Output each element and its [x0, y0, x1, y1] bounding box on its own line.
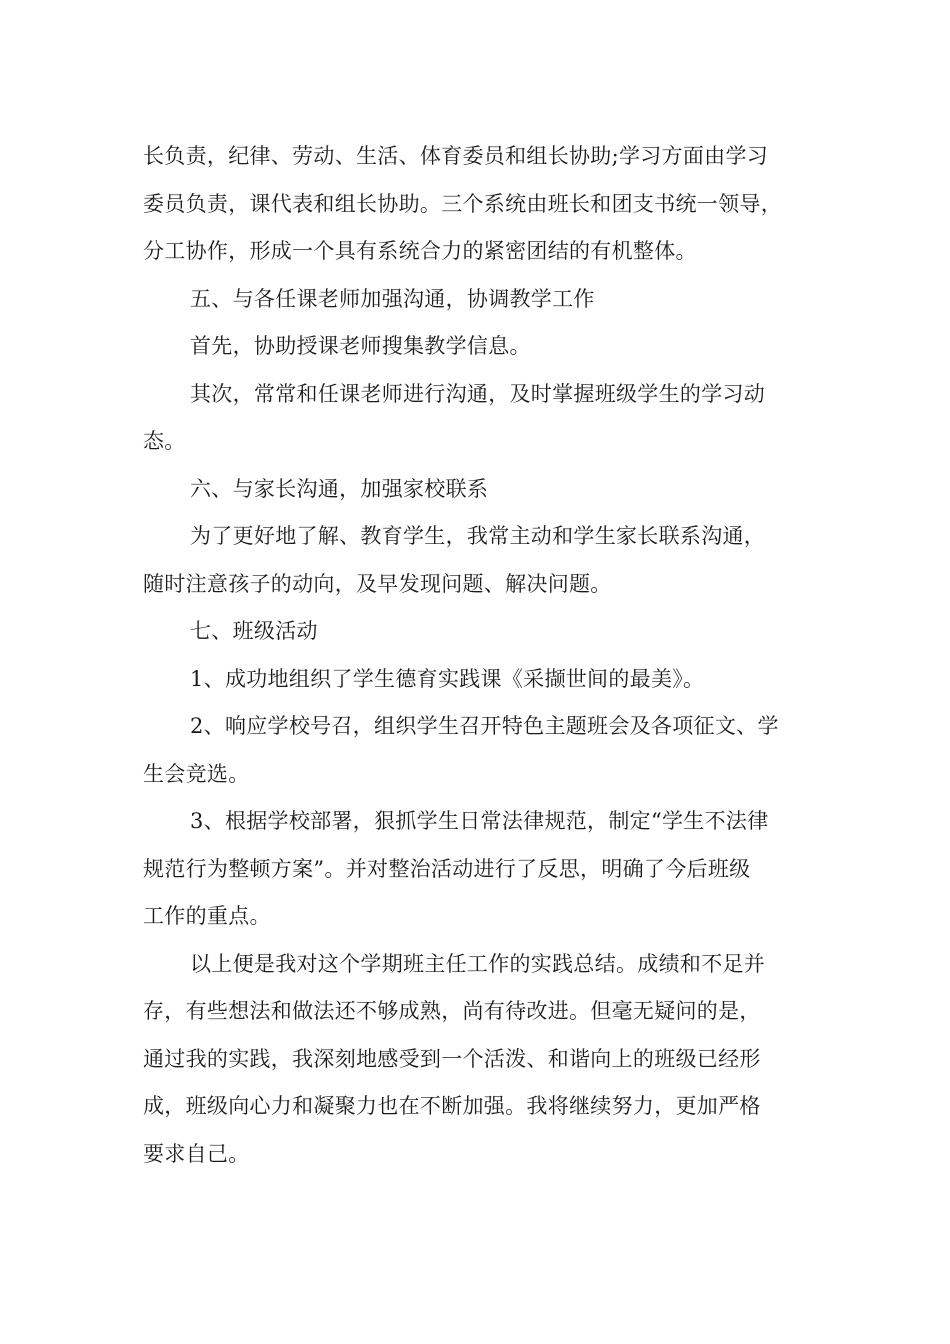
section-heading-five [143, 276, 808, 324]
text-line: 委员负责，课代表和组长协助。三个系统由班长和团支书统一领导， [143, 191, 782, 216]
text-line: 长负责，纪律、劳动、生活、体育委员和组长协助;学习方面由学习 [143, 144, 769, 168]
text-line: 态。 [143, 429, 186, 453]
section-heading-six [143, 466, 808, 514]
heading-text: 六、与家长沟通，加强家校联系 [190, 476, 489, 501]
text-line: 成，班级向心力和凝聚力也在不断加强。我将继续努力，更加严格 [143, 1094, 761, 1118]
activity-item-3 [143, 798, 808, 941]
paragraph-class-organization [143, 133, 808, 276]
document-body [143, 133, 808, 1178]
text-line: 随时注意孩子的动向，及早发现问题、解决问题。 [143, 571, 612, 596]
paragraph-first [143, 323, 808, 371]
text-line: 存，有些想法和做法还不够成熟，尚有待改进。但毫无疑问的是， [143, 999, 761, 1023]
heading-text: 七、班级活动 [190, 619, 318, 643]
text-line: 其次，常常和任课老师进行沟通，及时掌握班级学生的学习动 [190, 381, 766, 406]
section-heading-seven [143, 608, 808, 656]
paragraph-conclusion [143, 941, 808, 1179]
text-line: 通过我的实践，我深刻地感受到一个活泼、和谐向上的班级已经形 [143, 1046, 761, 1071]
heading-text: 五、与各任课老师加强沟通，协调教学工作 [190, 286, 595, 311]
text-line: 要求自己。 [143, 1141, 250, 1166]
text-line: 首先，协助授课老师搜集教学信息。 [190, 334, 531, 358]
text-line: 分工协作，形成一个具有系统合力的紧密团结的有机整体。 [143, 239, 697, 263]
text-line: 生会竞选。 [143, 761, 250, 786]
text-line: 规范行为整顿方案”。并对整治活动进行了反思，明确了今后班级 [143, 856, 751, 881]
text-line: 3、根据学校部署，狠抓学生日常法律规范，制定“学生不法律 [190, 809, 769, 833]
text-line: 工作的重点。 [143, 904, 271, 928]
paragraph-parents [143, 513, 808, 608]
activity-item-2 [143, 703, 808, 798]
text-line: 1、成功地组织了学生德育实践课《采撷世间的最美》。 [190, 666, 705, 691]
activity-item-1 [143, 656, 808, 704]
paragraph-second [143, 371, 808, 466]
text-line: 为了更好地了解、教育学生，我常主动和学生家长联系沟通， [190, 524, 766, 548]
text-line: 2、响应学校号召，组织学生召开特色主题班会及各项征文、学 [190, 714, 779, 738]
text-line: 以上便是我对这个学期班主任工作的实践总结。成绩和不足并 [190, 951, 766, 976]
